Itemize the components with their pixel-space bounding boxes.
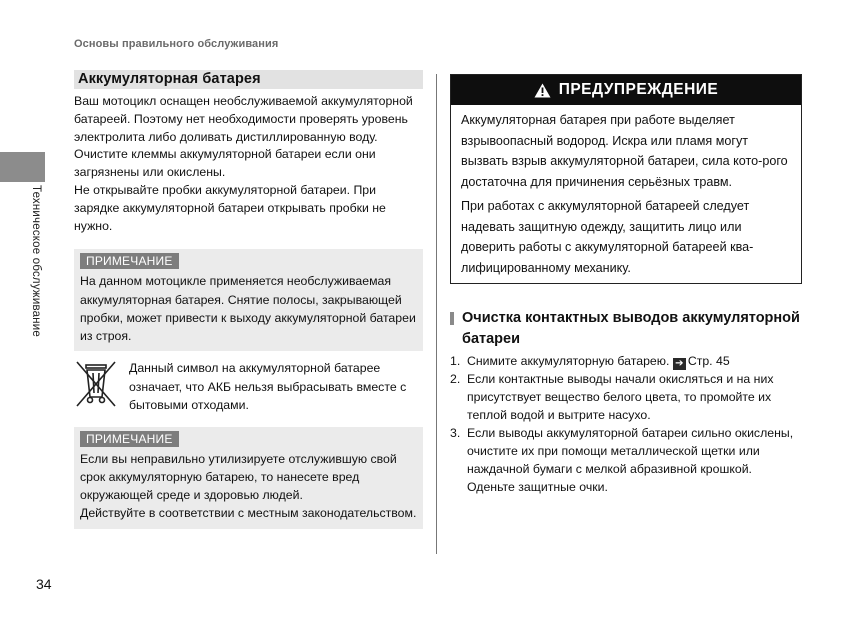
section-tab-marker — [0, 152, 45, 182]
note-label: ПРИМЕЧАНИЕ — [80, 431, 179, 447]
note-label: ПРИМЕЧАНИЕ — [80, 253, 179, 269]
disposal-symbol-row — [74, 359, 423, 415]
step-text: Снимите аккумуляторную батарею. — [467, 354, 670, 368]
battery-paragraph-1: Ваш мотоцикл оснащен необслуживаемой аккумуляторной батареей. Поэтому нет необходимости проверять уровень электролита либо доливать дистиллированную воду. Очистите клеммы аккумуляторной батареи если они загрязнены или окислены. — [74, 94, 413, 180]
step-text: Если контактные выводы начали окисляться и на них присутствует вещество белого цвета, то промойте их теплой водой и вытрите насухо. — [467, 372, 774, 422]
note-box-2 — [74, 427, 423, 529]
step-text: Если выводы аккумуляторной батареи сильно окислены, очистите их при помощи металлической щетки или наждачной бумаги с мелкой абразивной крошкой. Оденьте защитные очки. — [467, 426, 794, 494]
step-number: 3. — [450, 426, 461, 440]
step-number: 2. — [450, 372, 461, 386]
page-number: 34 — [36, 576, 52, 592]
warning-box — [450, 74, 802, 284]
disposal-symbol-text: Данный символ на аккумуляторной батарее означает, что АКБ нельзя выбрасывать вместе с бытовыми отходами. — [129, 361, 407, 413]
crossed-bin-icon — [74, 359, 118, 409]
section-heading: Аккумуляторная батарея — [74, 70, 423, 89]
warning-title: ПРЕДУПРЕЖДЕНИЕ — [558, 81, 719, 98]
step-number: 1. — [450, 354, 461, 368]
warning-body — [451, 105, 801, 283]
note-text: Если вы неправильно утилизируете отслужившую свой срок аккумуляторную батарею, то нанесете вред окружающей среде и здоровью людей. — [80, 451, 397, 503]
note-box-1 — [74, 249, 423, 351]
battery-paragraph-2: Не открывайте пробки аккумуляторной батареи. При зарядке аккумуляторной батареи открывать пробки не нужно. — [74, 182, 386, 233]
running-head: Основы правильного обслуживания — [74, 38, 279, 50]
warning-paragraph-1: Аккумуляторная батарея при работе выделяет взрывоопасный водород. Искра или пламя могут вызвать взрыв аккумуляторной батареи, сила кото-рого достаточна для причинения серьёзных травм. — [461, 113, 788, 189]
list-item — [450, 424, 802, 496]
warning-triangle-icon — [534, 83, 551, 98]
section-side-label: Техническое обслуживание — [30, 185, 42, 337]
column-divider — [436, 74, 437, 554]
cleaning-steps-list — [450, 352, 802, 496]
note-text: Действуйте в соответствии с местным законодательством. — [80, 506, 417, 521]
note-text: На данном мотоцикле применяется необслуживаемая аккумуляторная батарея. Снятие полосы, закрывающей пробки, может привести к выходу аккумуляторной батареи из строя. — [80, 274, 416, 343]
right-column — [450, 74, 802, 496]
warning-paragraph-2: При работах с аккумуляторной батареей следует надевать защитную одежду, защитить лицо или доверить работы с аккумуляторной батареей ква-лифицированному механику. — [461, 199, 754, 275]
warning-header — [451, 75, 801, 105]
page-reference-link[interactable]: Стр. 45 — [687, 354, 730, 368]
subsection-heading: Очистка контактных выводов аккумуляторной батареи — [450, 308, 802, 350]
left-column — [74, 70, 423, 529]
list-item — [450, 352, 802, 370]
list-item — [450, 370, 802, 424]
page-ref-arrow-icon: ➔ — [673, 358, 686, 370]
